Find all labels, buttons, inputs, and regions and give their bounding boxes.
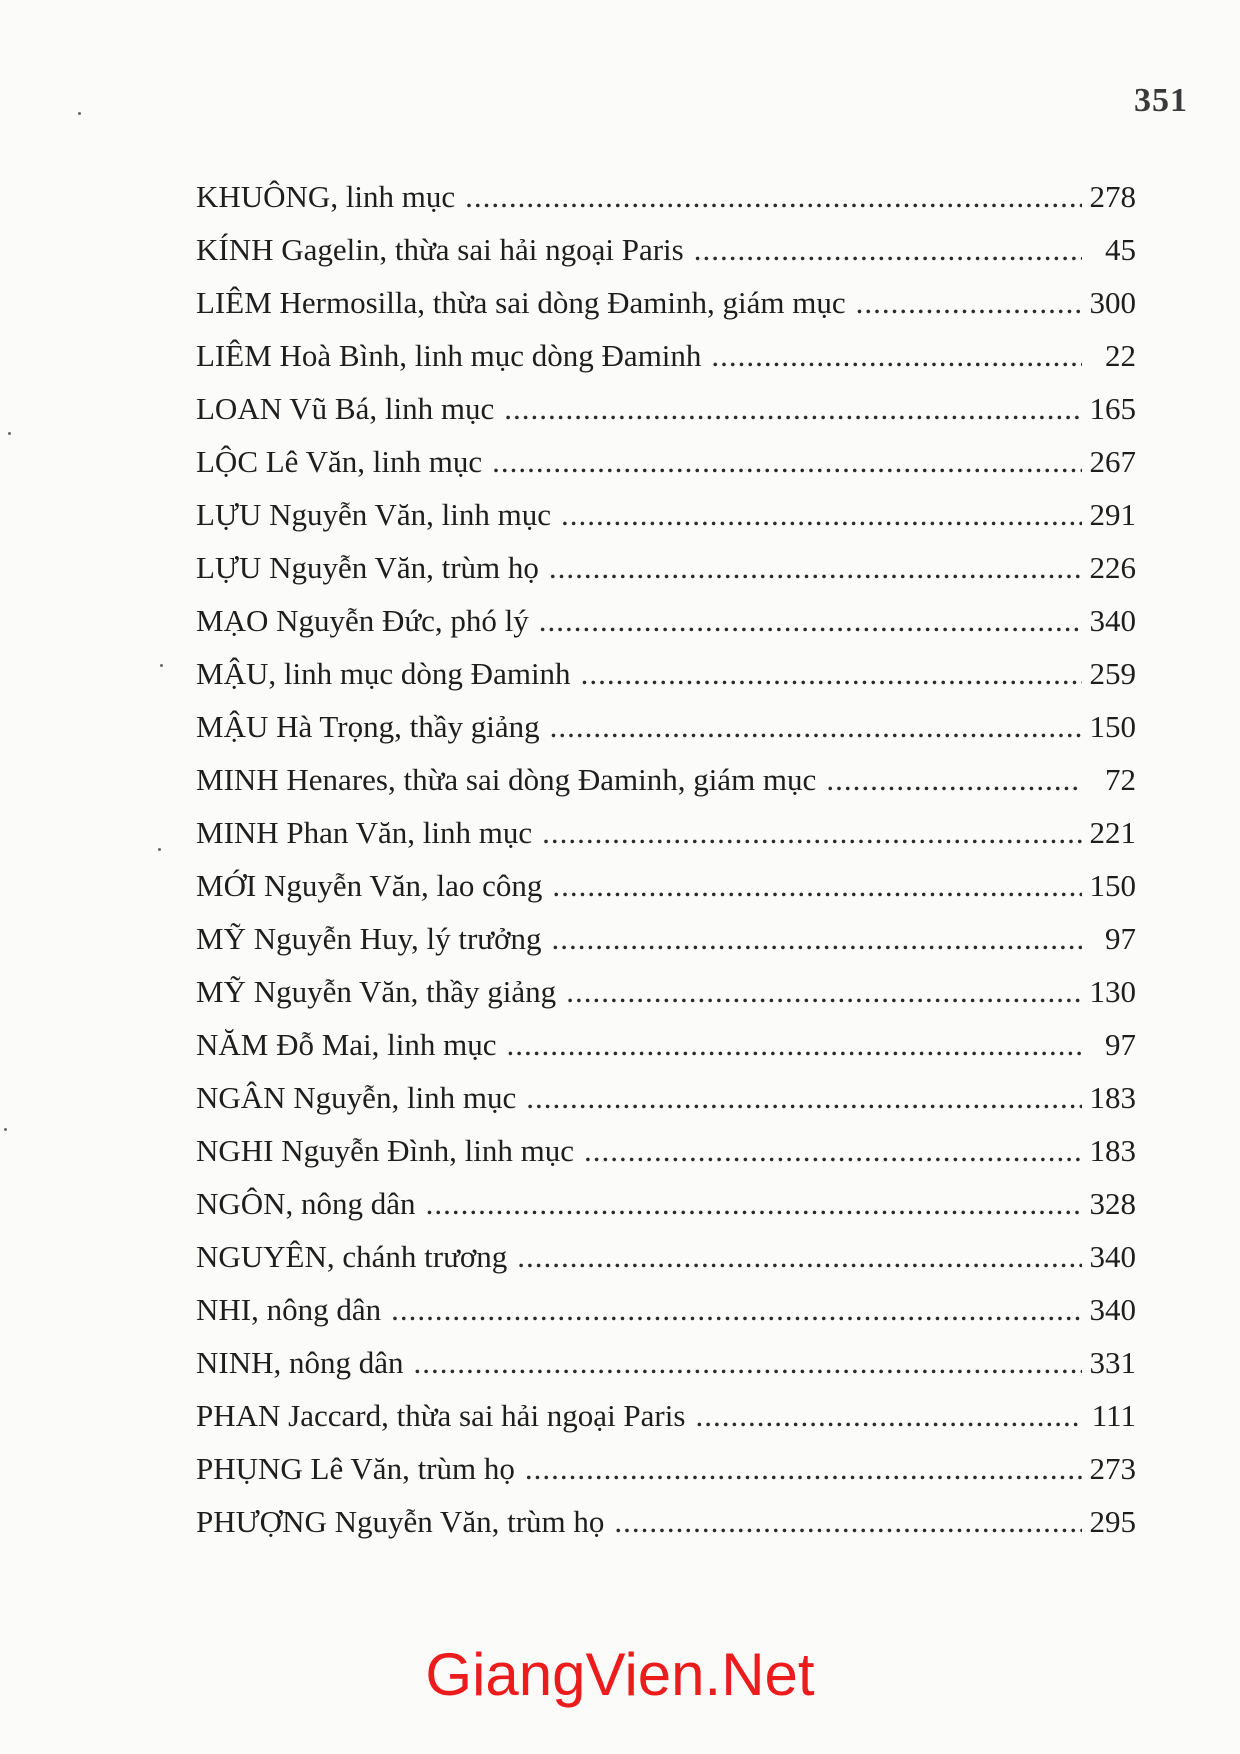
watermark: GiangVien.Net xyxy=(425,1641,815,1708)
dot-leader xyxy=(492,435,1082,488)
index-entry xyxy=(196,1442,1136,1495)
index-entry xyxy=(196,541,1136,594)
entry-page-number: 340 xyxy=(1089,1239,1136,1274)
entry-page-number: 273 xyxy=(1089,1451,1136,1486)
dot-leader xyxy=(391,1283,1082,1336)
entry-name: MẠO Nguyễn Đức, phó lý xyxy=(196,603,529,638)
index-entry xyxy=(196,435,1136,488)
entry-page-number: 130 xyxy=(1089,974,1136,1009)
entry-page-number: 300 xyxy=(1089,285,1136,320)
dot-leader xyxy=(694,223,1082,276)
index-entry xyxy=(196,1230,1136,1283)
dot-leader xyxy=(552,859,1082,912)
entry-name: MẬU Hà Trọng, thầy giảng xyxy=(196,709,540,744)
entry-name: NINH, nông dân xyxy=(196,1345,404,1380)
entry-page-number: 278 xyxy=(1089,179,1136,214)
dot-leader xyxy=(504,382,1082,435)
entry-name: LỘC Lê Văn, linh mục xyxy=(196,444,483,479)
index-entry xyxy=(196,700,1136,753)
entry-name: KÍNH Gagelin, thừa sai hải ngoại Paris xyxy=(196,232,684,267)
dot-leader xyxy=(525,1442,1082,1495)
entry-name: NGÂN Nguyễn, linh mục xyxy=(196,1080,517,1115)
entry-name: NGUYÊN, chánh trương xyxy=(196,1239,508,1274)
dot-leader xyxy=(826,753,1082,806)
entry-page-number: 291 xyxy=(1089,497,1136,532)
entry-page-number: 97 xyxy=(1105,921,1136,956)
entry-page-number: 150 xyxy=(1089,709,1136,744)
dot-leader xyxy=(566,965,1082,1018)
dot-leader xyxy=(695,1389,1082,1442)
entry-page-number: 111 xyxy=(1091,1398,1136,1433)
index-entry xyxy=(196,488,1136,541)
entry-page-number: 331 xyxy=(1089,1345,1136,1380)
index-entry xyxy=(196,1495,1136,1548)
index-entry xyxy=(196,1389,1136,1442)
scan-speck xyxy=(78,112,81,115)
index-entry xyxy=(196,1018,1136,1071)
dot-leader xyxy=(526,1071,1082,1124)
index-entry xyxy=(196,594,1136,647)
entry-name: NĂM Đỗ Mai, linh mục xyxy=(196,1027,497,1062)
index-entry xyxy=(196,1177,1136,1230)
scan-speck xyxy=(4,1128,7,1131)
dot-leader xyxy=(465,170,1082,223)
dot-leader xyxy=(414,1336,1083,1389)
index-entry xyxy=(196,382,1136,435)
index-entry xyxy=(196,223,1136,276)
index-entry xyxy=(196,1124,1136,1177)
entry-name: MỸ Nguyễn Văn, thầy giảng xyxy=(196,974,557,1009)
dot-leader xyxy=(542,806,1082,859)
entry-name: LOAN Vũ Bá, linh mục xyxy=(196,391,495,426)
page-number: 351 xyxy=(1134,82,1188,119)
entry-name: MỚI Nguyễn Văn, lao công xyxy=(196,868,543,903)
entry-page-number: 295 xyxy=(1089,1504,1136,1539)
dot-leader xyxy=(426,1177,1082,1230)
index-entry xyxy=(196,912,1136,965)
dot-leader xyxy=(507,1018,1082,1071)
entry-page-number: 259 xyxy=(1089,656,1136,691)
index-entry xyxy=(196,753,1136,806)
dot-leader xyxy=(581,647,1082,700)
dot-leader xyxy=(561,488,1082,541)
scan-speck xyxy=(160,664,163,667)
index-entry xyxy=(196,276,1136,329)
entry-page-number: 150 xyxy=(1089,868,1136,903)
name-index-list xyxy=(196,170,1136,1548)
index-entry xyxy=(196,965,1136,1018)
dot-leader xyxy=(614,1495,1082,1548)
dot-leader xyxy=(551,912,1082,965)
entry-name: LIÊM Hoà Bình, linh mục dòng Đaminh xyxy=(196,338,702,373)
entry-name: MẬU, linh mục dòng Đaminh xyxy=(196,656,571,691)
index-entry xyxy=(196,806,1136,859)
entry-name: NHI, nông dân xyxy=(196,1292,382,1327)
index-entry xyxy=(196,1283,1136,1336)
entry-page-number: 267 xyxy=(1089,444,1136,479)
entry-name: PHAN Jaccard, thừa sai hải ngoại Paris xyxy=(196,1398,686,1433)
entry-page-number: 45 xyxy=(1105,232,1136,267)
entry-name: MINH Phan Văn, linh mục xyxy=(196,815,533,850)
scan-speck xyxy=(8,432,11,435)
entry-name: NGHI Nguyễn Đình, linh mục xyxy=(196,1133,574,1168)
index-entry xyxy=(196,1071,1136,1124)
dot-leader xyxy=(584,1124,1082,1177)
entry-name: MỸ Nguyễn Huy, lý trưởng xyxy=(196,921,542,956)
entry-page-number: 221 xyxy=(1089,815,1136,850)
dot-leader xyxy=(856,276,1082,329)
index-entry xyxy=(196,329,1136,382)
entry-page-number: 328 xyxy=(1089,1186,1136,1221)
entry-name: LỰU Nguyễn Văn, linh mục xyxy=(196,497,551,532)
index-entry xyxy=(196,647,1136,700)
dot-leader xyxy=(711,329,1082,382)
entry-name: PHỤNG Lê Văn, trùm họ xyxy=(196,1451,515,1486)
index-entry xyxy=(196,170,1136,223)
entry-page-number: 340 xyxy=(1089,603,1136,638)
entry-name: KHUÔNG, linh mục xyxy=(196,179,456,214)
entry-page-number: 72 xyxy=(1105,762,1136,797)
scan-speck xyxy=(158,848,161,851)
entry-page-number: 226 xyxy=(1089,550,1136,585)
entry-name: PHƯỢNG Nguyễn Văn, trùm họ xyxy=(196,1504,605,1539)
entry-name: MINH Henares, thừa sai dòng Đaminh, giám mục xyxy=(196,762,817,797)
entry-page-number: 340 xyxy=(1089,1292,1136,1327)
entry-page-number: 97 xyxy=(1105,1027,1136,1062)
dot-leader xyxy=(550,700,1082,753)
entry-name: LIÊM Hermosilla, thừa sai dòng Đaminh, giám mục xyxy=(196,285,846,320)
index-entry xyxy=(196,859,1136,912)
entry-page-number: 183 xyxy=(1089,1133,1136,1168)
entry-page-number: 183 xyxy=(1089,1080,1136,1115)
entry-name: NGÔN, nông dân xyxy=(196,1186,416,1221)
dot-leader xyxy=(539,594,1082,647)
dot-leader xyxy=(549,541,1082,594)
entry-page-number: 165 xyxy=(1089,391,1136,426)
dot-leader xyxy=(517,1230,1082,1283)
entry-name: LỰU Nguyễn Văn, trùm họ xyxy=(196,550,539,585)
index-entry xyxy=(196,1336,1136,1389)
entry-page-number: 22 xyxy=(1105,338,1136,373)
